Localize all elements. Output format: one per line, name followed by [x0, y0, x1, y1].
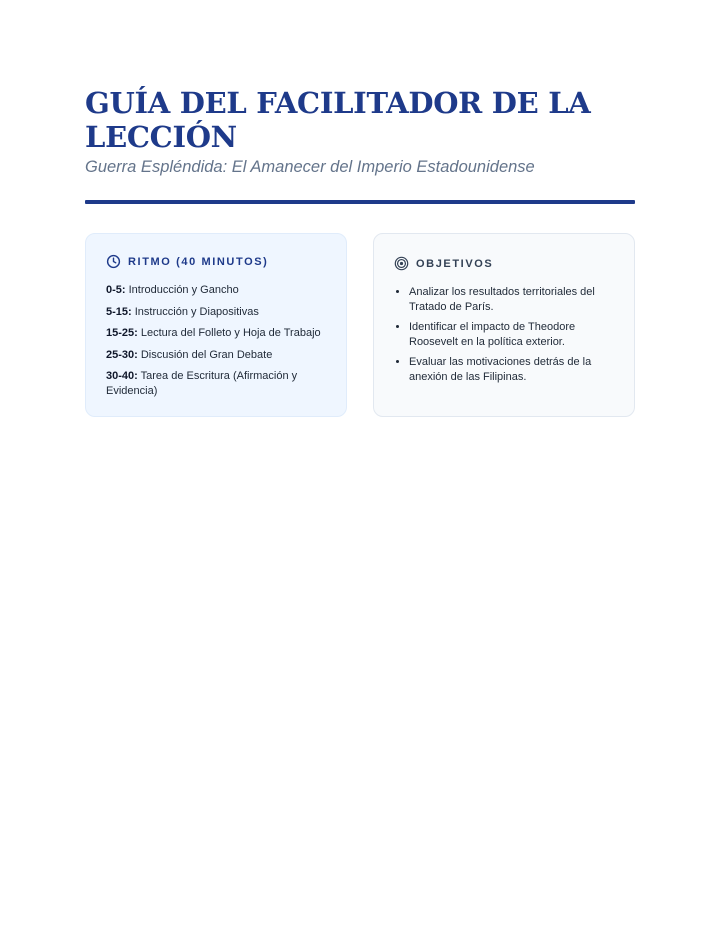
pacing-card-header: [106, 254, 326, 269]
pacing-item: [106, 348, 326, 363]
pacing-activity: Instrucción y Diapositivas: [134, 305, 259, 318]
pacing-heading: RITMO (40 MINUTOS): [128, 255, 269, 268]
pacing-time: 5-15:: [106, 305, 132, 318]
header-divider: [85, 200, 635, 204]
objective-item: • Evaluar las motivaciones detrás de la anexión de las Filipinas.: [409, 355, 614, 384]
clock-icon: [106, 254, 121, 269]
pacing-activity: Tarea de Escritura (Afirmación y Evidencia): [106, 370, 298, 397]
objectives-heading: OBJETIVOS: [416, 257, 494, 270]
pacing-item: [106, 305, 326, 320]
facilitator-guide-page: [85, 86, 635, 417]
pacing-activity: Discusión del Gran Debate: [140, 348, 273, 361]
objective-item: • Identificar el impacto de Theodore Roosevelt en la política exterior.: [409, 320, 614, 349]
pacing-time: 15-25:: [106, 327, 138, 339]
objectives-card: [373, 233, 635, 417]
pacing-item: [106, 283, 326, 298]
pacing-activity: Lectura del Folleto y Hoja de Trabajo: [140, 327, 321, 339]
pacing-item: [106, 326, 326, 341]
objective-item: • Analizar los resultados territoriales del Tratado de París.: [409, 285, 614, 314]
pacing-card: [85, 233, 347, 417]
pacing-list: [106, 283, 326, 398]
page-subtitle: Guerra Espléndida: El Amanecer del Imperio Estadounidense: [85, 158, 535, 176]
pacing-item: [106, 369, 326, 398]
objectives-list: [394, 285, 614, 384]
info-cards: [85, 233, 635, 417]
target-icon: [394, 256, 409, 271]
pacing-time: 0-5:: [106, 284, 126, 296]
objectives-card-header: [394, 256, 614, 271]
pacing-time: 25-30:: [106, 348, 138, 361]
pacing-time: 30-40:: [106, 370, 138, 382]
page-title: GUÍA DEL FACILITADOR DE LA LECCIÓN: [85, 86, 591, 154]
pacing-activity: Introducción y Gancho: [128, 284, 239, 296]
